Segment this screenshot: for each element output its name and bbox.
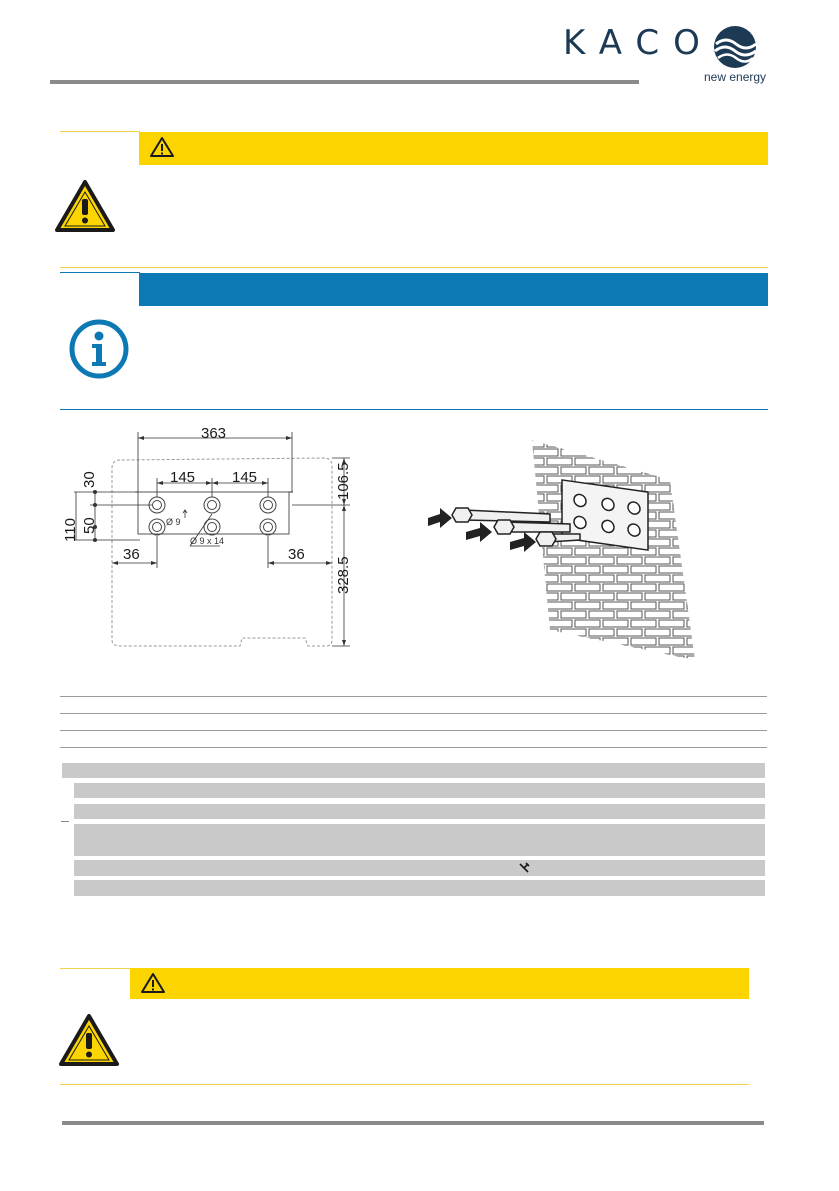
warning-top-end-rule bbox=[60, 267, 768, 268]
warning-small-icon bbox=[140, 972, 166, 994]
dim-bracket-height: 110 bbox=[62, 518, 79, 542]
warning-bottom-rule bbox=[60, 968, 131, 969]
kaco-wave-icon bbox=[712, 24, 758, 70]
warning-bottom-bar bbox=[130, 968, 749, 999]
step-marker bbox=[61, 821, 69, 822]
dim-hole-dia: Ø 9 bbox=[166, 517, 181, 527]
dim-edge-right: 36 bbox=[288, 546, 305, 563]
dimension-drawing bbox=[60, 418, 370, 658]
dim-spacing-left: 145 bbox=[170, 469, 196, 486]
brand-tagline: new energy bbox=[704, 70, 767, 84]
step-bar bbox=[74, 824, 765, 856]
table-rule bbox=[60, 696, 767, 697]
dim-bottom-height: 328.5 bbox=[335, 556, 352, 594]
table-rule bbox=[60, 713, 767, 714]
warning-top-bar bbox=[139, 132, 768, 165]
warning-large-icon bbox=[54, 179, 116, 233]
wall-mounting-illustration bbox=[420, 430, 710, 670]
step-bar bbox=[62, 763, 765, 778]
table-rule bbox=[60, 730, 767, 731]
dim-top-offset: 30 bbox=[81, 471, 98, 488]
brand-name: KACO bbox=[563, 23, 714, 63]
note-top-rule bbox=[60, 272, 140, 273]
footer-rule bbox=[62, 1121, 764, 1125]
warning-small-icon bbox=[149, 136, 175, 158]
step-bar bbox=[74, 860, 765, 876]
dim-row-spacing: 50 bbox=[81, 517, 98, 534]
dim-edge-left: 36 bbox=[123, 546, 140, 563]
table-rule bbox=[60, 747, 767, 748]
step-bar bbox=[74, 880, 765, 896]
info-icon bbox=[68, 318, 130, 380]
tool-icon bbox=[518, 862, 530, 874]
warning-top-rule bbox=[60, 131, 140, 132]
header-rule bbox=[50, 80, 639, 84]
dim-top-height: 106.5 bbox=[335, 462, 352, 500]
note-end-rule bbox=[60, 409, 768, 410]
dim-overall-width: 363 bbox=[201, 425, 227, 442]
dim-slot: Ø 9 x 14 bbox=[190, 536, 225, 546]
warning-large-icon bbox=[58, 1013, 120, 1067]
note-bar bbox=[139, 273, 768, 306]
step-bar bbox=[74, 783, 765, 798]
warning-bottom-end-rule bbox=[60, 1084, 749, 1085]
step-bar bbox=[74, 804, 765, 819]
dim-spacing-right: 145 bbox=[232, 469, 258, 486]
